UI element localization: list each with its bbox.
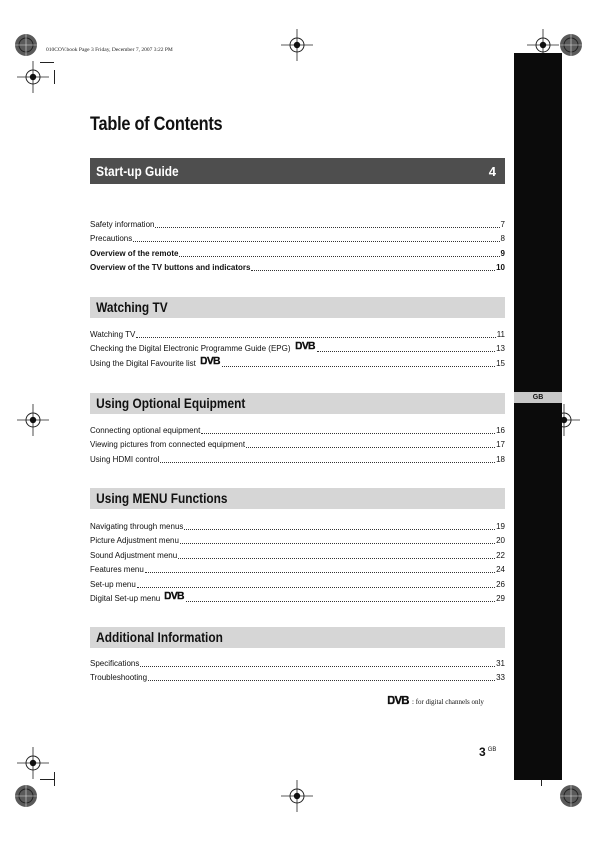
dot-leader — [222, 365, 495, 367]
toc-entry[interactable] — [90, 356, 505, 369]
toc-entry[interactable] — [90, 562, 505, 575]
registration-target-icon — [281, 29, 313, 61]
toc-entry[interactable] — [90, 533, 505, 546]
dot-leader — [246, 446, 495, 448]
toc-entry-page: 24 — [496, 565, 505, 575]
toc-entry-label: Overview of the TV buttons and indicators — [90, 263, 251, 273]
toc-entry-label: Connecting optional equipment — [90, 426, 201, 435]
toc-entry-page: 29 — [496, 594, 505, 603]
dot-leader — [317, 350, 496, 352]
toc-entry-page: 8 — [500, 234, 505, 244]
toc-entry-page: 20 — [496, 536, 505, 546]
section-header — [90, 297, 505, 318]
dvb-logo-icon — [294, 340, 316, 354]
dvb-logo-icon — [386, 693, 410, 711]
toc-entry[interactable] — [90, 656, 505, 669]
section-title: Watching TV — [96, 300, 168, 315]
toc-entry[interactable] — [90, 423, 505, 436]
section-header — [90, 158, 505, 184]
dot-leader — [251, 269, 495, 271]
registration-target-icon — [17, 61, 49, 93]
dot-leader — [145, 571, 495, 573]
registration-target-icon — [17, 404, 49, 436]
toc-entry-label: Navigating through menus — [90, 522, 184, 531]
page-number-value: 3 — [479, 745, 486, 759]
page-title: Table of Contents — [90, 114, 223, 135]
registration-disc-icon — [10, 780, 42, 812]
toc-entry-label: Sound Adjustment menu — [90, 550, 178, 560]
book-file-info: 010COV.book Page 3 Friday, December 7, 2007 3:22 PM — [46, 47, 173, 53]
dot-leader — [201, 432, 495, 434]
dot-leader — [184, 528, 495, 530]
section-title: Additional Information — [96, 630, 223, 645]
section-header — [90, 627, 505, 648]
toc-entry-page: 7 — [500, 220, 505, 229]
registration-target-icon — [281, 780, 313, 812]
toc-entry[interactable] — [90, 246, 505, 259]
dvb-legend-text: : for digital channels only — [412, 698, 484, 706]
toc-entry[interactable] — [90, 670, 505, 683]
toc-entry[interactable] — [90, 341, 505, 354]
toc-entry-page: 18 — [496, 454, 505, 464]
toc-entry-label: Digital Set-up menu — [90, 594, 161, 603]
toc-entry-page: 31 — [496, 659, 505, 668]
toc-entry[interactable] — [90, 591, 505, 604]
registration-disc-icon — [555, 780, 587, 812]
dot-leader — [140, 665, 495, 667]
dot-leader — [148, 679, 495, 681]
registration-disc-icon — [10, 29, 42, 61]
toc-entry[interactable] — [90, 217, 505, 230]
section-header — [90, 488, 505, 509]
dot-leader — [180, 542, 495, 544]
crop-mark — [40, 779, 54, 780]
dot-leader — [133, 240, 499, 242]
toc-entry[interactable] — [90, 327, 505, 340]
toc-entry-label: Precautions — [90, 234, 133, 244]
section-page-number: 4 — [488, 163, 496, 179]
toc-entry-label: Overview of the remote — [90, 248, 179, 258]
toc-entry-page: 13 — [496, 344, 505, 354]
toc-entry-label: Watching TV — [90, 330, 136, 339]
toc-entry[interactable] — [90, 577, 505, 590]
toc-entry-page: 9 — [500, 248, 505, 258]
section-title: Using Optional Equipment — [96, 396, 246, 411]
toc-entry-page: 33 — [496, 673, 505, 683]
section-title: Using MENU Functions — [96, 491, 228, 506]
registration-target-icon — [17, 747, 49, 779]
toc-entry-label: Picture Adjustment menu — [90, 536, 179, 546]
toc-entry-page: 10 — [496, 263, 505, 273]
page-number-suffix: GB — [487, 747, 497, 753]
toc-entry[interactable] — [90, 231, 505, 244]
dot-leader — [179, 255, 499, 257]
toc-entry-label: Set-up menu — [90, 579, 136, 589]
toc-entry-page: 11 — [496, 330, 505, 339]
toc-entry-label: Using HDMI control — [90, 454, 160, 464]
toc-entry-page: 15 — [496, 358, 505, 368]
toc-entry-label: Safety information — [90, 220, 155, 229]
toc-entry-label: Features menu — [90, 565, 144, 575]
toc-entry-page: 26 — [496, 579, 505, 589]
crop-mark — [40, 62, 54, 63]
dvb-logo-icon — [163, 590, 185, 604]
dot-leader — [136, 336, 495, 338]
dot-leader — [186, 600, 495, 602]
crop-mark — [54, 772, 55, 786]
dot-leader — [160, 461, 495, 463]
toc-entry[interactable] — [90, 437, 505, 450]
toc-entry-page: 16 — [496, 426, 505, 435]
toc-entry-label: Checking the Digital Electronic Programme Guide (EPG) — [90, 344, 291, 354]
toc-entry[interactable] — [90, 452, 505, 465]
dot-leader — [137, 586, 495, 588]
toc-entry-page: 19 — [496, 522, 505, 531]
crop-mark — [54, 70, 55, 84]
toc-entry[interactable] — [90, 519, 505, 532]
dvb-legend — [386, 693, 484, 711]
side-thumb-band — [514, 53, 562, 780]
toc-entry[interactable] — [90, 548, 505, 561]
dvb-logo-icon — [199, 355, 221, 369]
section-header — [90, 393, 505, 414]
page-number — [479, 745, 496, 759]
toc-entry-page: 17 — [496, 440, 505, 450]
dot-leader — [178, 557, 495, 559]
toc-entry-label: Specifications — [90, 659, 140, 668]
dot-leader — [155, 226, 499, 228]
toc-entry-label: Viewing pictures from connected equipment — [90, 440, 246, 450]
toc-entry-label: Using the Digital Favourite list — [90, 358, 196, 368]
section-title: Start-up Guide — [96, 163, 179, 179]
toc-entry[interactable] — [90, 260, 505, 273]
toc-entry-page: 22 — [496, 550, 505, 560]
language-tab: GB — [514, 392, 562, 403]
toc-entry-label: Troubleshooting — [90, 673, 148, 683]
